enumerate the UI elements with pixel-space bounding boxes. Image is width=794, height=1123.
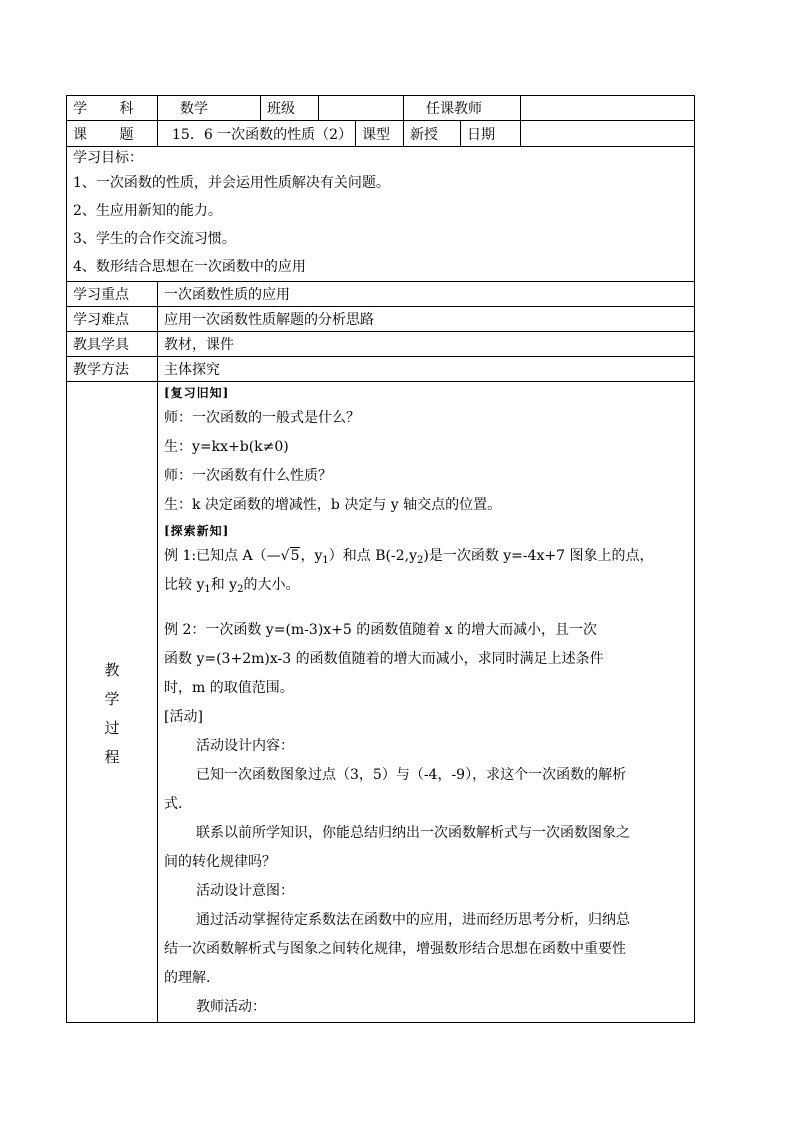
class-value	[319, 96, 404, 121]
goal-item: 3、学生的合作交流习惯。	[73, 231, 236, 247]
teacher-question-1: 师：一次函数的一般式是什么？	[164, 410, 360, 426]
teacher-activity-title: 教师活动：	[196, 999, 266, 1015]
goal-item: 1、一次函数的性质，并会运用性质解决有关问题。	[73, 175, 390, 191]
side-char: 教	[104, 661, 120, 679]
type-value: 新授	[404, 121, 461, 147]
activity-content-line-1: 已知一次函数图象过点（3，5）与（-4，-9），求这个一次函数的解析	[196, 767, 627, 783]
difficulty-value: 应用一次函数性质解题的分析思路	[158, 307, 695, 332]
activity-heading: [活动]	[164, 709, 203, 725]
example-1-line-1: 例 1:已知点 A（—√5，$y_1$）和点 $B(-2,y_2)$是一次函数 y=-4x+7 图象上的点，	[164, 542, 688, 571]
side-char: 程	[104, 748, 120, 766]
activity-intent-line-3: 的理解.	[164, 970, 211, 986]
method-row	[67, 357, 695, 382]
key-point-value: 一次函数性质的应用	[158, 282, 695, 307]
process-side-label	[67, 382, 158, 1023]
student-answer-2: 生：k 决定函数的增减性，b 决定与 y 轴交点的位置。	[164, 497, 502, 513]
activity-intent-line-1: 通过活动掌握待定系数法在函数中的应用，进而经历思考分析，归纳总	[196, 912, 630, 928]
activity-question-line-1: 联系以前所学知识，你能总结归纳出一次函数解析式与一次函数图象之	[196, 825, 630, 841]
learning-goals	[67, 147, 695, 282]
activity-content-line-2: 式.	[164, 796, 183, 812]
sqrt-symbol: √5	[280, 548, 300, 564]
explore-heading: [探索新知]	[164, 524, 230, 538]
activity-intent-line-2: 结一次函数解析式与图象之间转化规律，增强数形结合思想在函数中重要性	[164, 941, 626, 957]
process-content	[158, 382, 695, 1023]
student-answer-1: 生：y=kx+b(k≠0)	[164, 439, 289, 455]
difficulty-label: 学习难点	[67, 307, 158, 332]
example-2-line-2: 函数 y=(3+2m)x-3 的函数值随着的增大而减小，求同时满足上述条件	[164, 651, 604, 667]
spacer	[164, 600, 688, 616]
tools-row	[67, 332, 695, 357]
goal-item: 2、生应用新知的能力。	[73, 203, 222, 219]
activity-question-line-2: 间的转化规律吗？	[164, 854, 276, 870]
method-value: 主体探究	[158, 357, 695, 382]
process-row	[67, 382, 695, 1023]
type-label: 课型	[356, 121, 404, 147]
example-2-line-1: 例 2：一次函数 y=(m-3)x+5 的函数值随着 x 的增大而减小，且一次	[164, 622, 598, 638]
lesson-plan-table	[66, 95, 695, 1023]
goals-row	[67, 147, 695, 282]
goal-item: 4、数形结合思想在一次函数中的应用	[73, 259, 306, 275]
key-point-label: 学习重点	[67, 282, 158, 307]
side-char: 过	[104, 719, 120, 737]
subject-value: 数学	[158, 96, 261, 121]
subject-row	[67, 96, 695, 121]
method-label: 教学方法	[67, 357, 158, 382]
topic-row	[67, 121, 695, 147]
tools-label: 教具学具	[67, 332, 158, 357]
key-point-row	[67, 282, 695, 307]
activity-content-title: 活动设计内容：	[196, 738, 294, 754]
class-label: 班级	[261, 96, 319, 121]
tools-value: 教材，课件	[158, 332, 695, 357]
subject-label: 学 科	[67, 96, 158, 121]
example-1-line-2: 比较 $y_1$和 $y_2$的大小。	[164, 577, 300, 595]
difficulty-row	[67, 307, 695, 332]
teacher-value	[521, 96, 695, 121]
goals-title: 学习目标：	[73, 150, 143, 166]
side-char: 学	[104, 690, 120, 708]
example-2-line-3: 时，m 的取值范围。	[164, 680, 294, 696]
topic-label: 课 题	[67, 121, 158, 147]
date-label: 日期	[461, 121, 521, 147]
teacher-question-2: 师：一次函数有什么性质？	[164, 468, 332, 484]
topic-value: 15．6 一次函数的性质（2）	[158, 121, 356, 147]
date-value	[521, 121, 695, 147]
review-heading: [复习旧知]	[164, 386, 230, 400]
teacher-label: 任课教师	[404, 96, 521, 121]
activity-intent-title: 活动设计意图：	[196, 883, 294, 899]
